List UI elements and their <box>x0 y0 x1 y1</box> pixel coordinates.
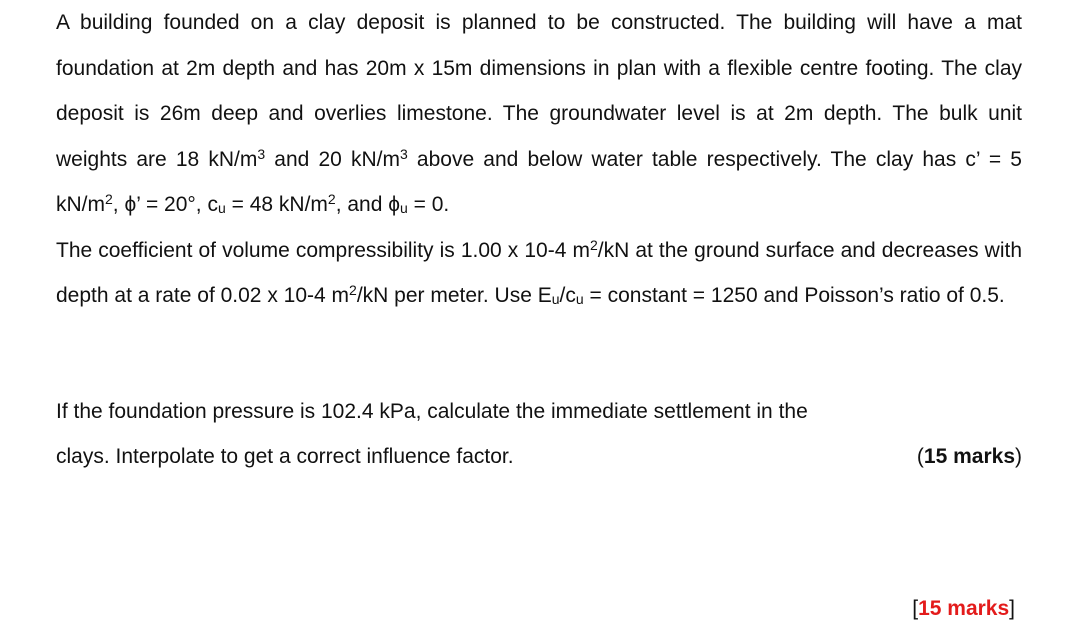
text-run: A building founded on a clay deposit is planned to be constructed. The building will have a mat foundation at 2m depth and has 20m x 15m dimensions in plan with a flexible centre footing. The clay deposit is 26m deep and overlies limestone. The groundwater level is at 2m depth. The bulk unit weights are 18 kN/m <box>56 11 1022 171</box>
text-run: = constant = 1250 and Poisson’s ratio of 0.5. <box>583 284 1005 307</box>
question-document <box>56 0 1022 480</box>
question-paragraph-2 <box>56 228 1022 319</box>
total-marks <box>912 586 1015 632</box>
text-run: above and below water table respectively. The clay has c’ = 5 kN/m <box>56 147 1022 216</box>
paren-open: ( <box>916 445 924 468</box>
instruction-marks-line <box>56 434 1022 480</box>
text-run: If the foundation pressure is 102.4 kPa, calculate the immediate settlement in the <box>56 399 808 423</box>
superscript: 2 <box>327 191 336 207</box>
subscript: u <box>217 200 226 216</box>
superscript: 3 <box>399 145 408 162</box>
question-paragraph-3 <box>56 389 1022 435</box>
text-run: = 48 kN/m <box>225 193 328 216</box>
question-marks <box>917 434 1022 480</box>
subscript: u <box>551 291 560 307</box>
text-run: , and ϕ <box>335 193 401 216</box>
text-run: The coefficient of volume compressibility is 1.00 x 10-4 m <box>56 238 590 262</box>
instruction-text: clays. Interpolate to get a correct influence factor. <box>56 445 514 468</box>
text-run: /kN per meter. Use E <box>356 284 552 307</box>
bracket-open: [ <box>912 597 919 620</box>
text-run: /kN at the ground surface and decreases with depth at a rate of 0.02 x 10-4 m <box>56 238 1022 307</box>
marks-value: 15 marks <box>923 445 1015 468</box>
text-run: = 0. <box>407 193 450 216</box>
subscript: u <box>575 291 584 307</box>
text-run: and 20 kN/m <box>265 147 400 171</box>
paren-close: ) <box>1015 445 1022 468</box>
bracket-close: ] <box>1009 597 1015 620</box>
total-marks-value: 15 marks <box>918 597 1010 620</box>
superscript: 2 <box>105 191 113 207</box>
subscript: u <box>400 200 408 216</box>
superscript: 2 <box>589 236 598 253</box>
superscript: 3 <box>257 145 266 162</box>
superscript: 2 <box>349 282 357 298</box>
question-paragraph-1 <box>56 0 1022 228</box>
text-run: /c <box>559 284 576 307</box>
text-run: , ϕ’ = 20°, c <box>112 193 218 216</box>
